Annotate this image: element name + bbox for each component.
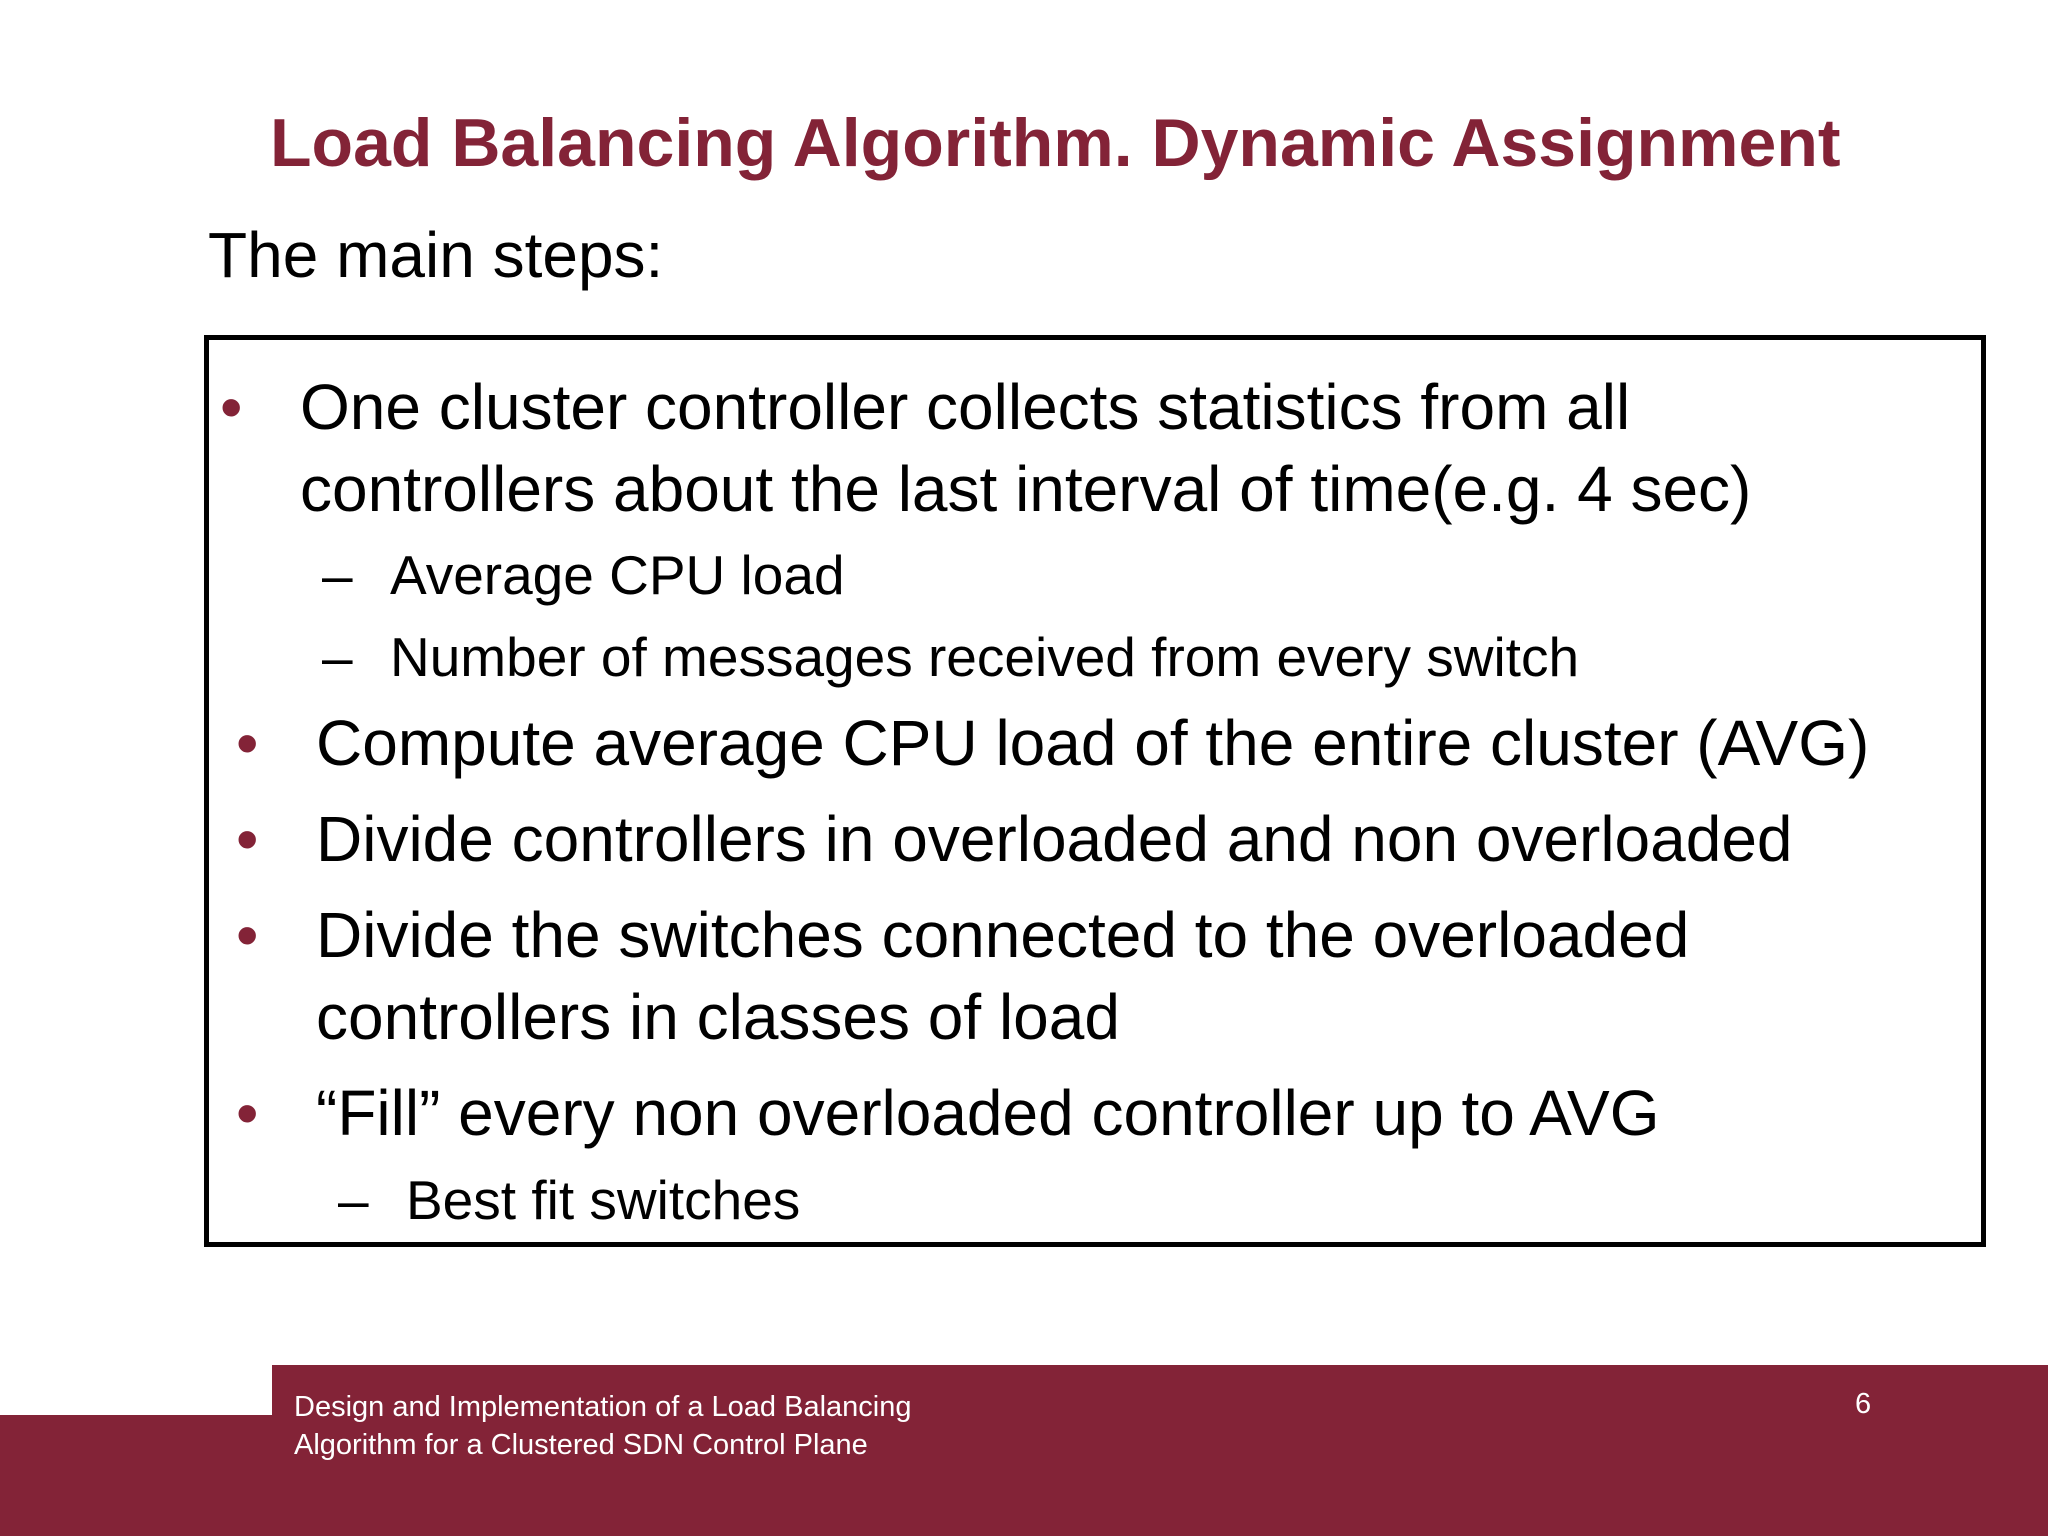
bullet-icon: • [220,371,243,443]
step-1-line-2: controllers about the last interval of time(e.g. 4 sec) [300,453,1752,525]
footer-line-2: Algorithm for a Clustered SDN Control Plane [294,1429,868,1461]
bullet-icon: • [236,707,259,779]
step-4-line-1: Divide the switches connected to the overloaded [316,899,1690,971]
dash-icon: – [322,544,353,606]
dash-icon: – [338,1169,369,1231]
step-3-line-1: Divide controllers in overloaded and non overloaded [316,803,1793,875]
step-1-line-1: One cluster controller collects statistics from all [300,371,1631,443]
bullet-icon: • [236,899,259,971]
bullet-icon: • [236,803,259,875]
slide-subtitle: The main steps: [208,219,664,291]
step-5-line-1: “Fill” every non overloaded controller up to AVG [316,1077,1660,1149]
step-4-line-2: controllers in classes of load [316,981,1120,1053]
step-1-subitem-2: Number of messages received from every switch [390,626,1580,688]
footer-line-1: Design and Implementation of a Load Balancing [294,1391,912,1423]
page-number: 6 [1855,1388,1872,1420]
step-2-line-1: Compute average CPU load of the entire cluster (AVG) [316,707,1870,779]
step-1-subitem-1: Average CPU load [390,544,845,606]
footer-title [294,1388,911,1464]
bullet-icon: • [236,1077,259,1149]
slide-title: Load Balancing Algorithm. Dynamic Assignment [270,105,1841,181]
dash-icon: – [322,626,353,688]
step-5-subitem-1: Best fit switches [406,1169,801,1231]
